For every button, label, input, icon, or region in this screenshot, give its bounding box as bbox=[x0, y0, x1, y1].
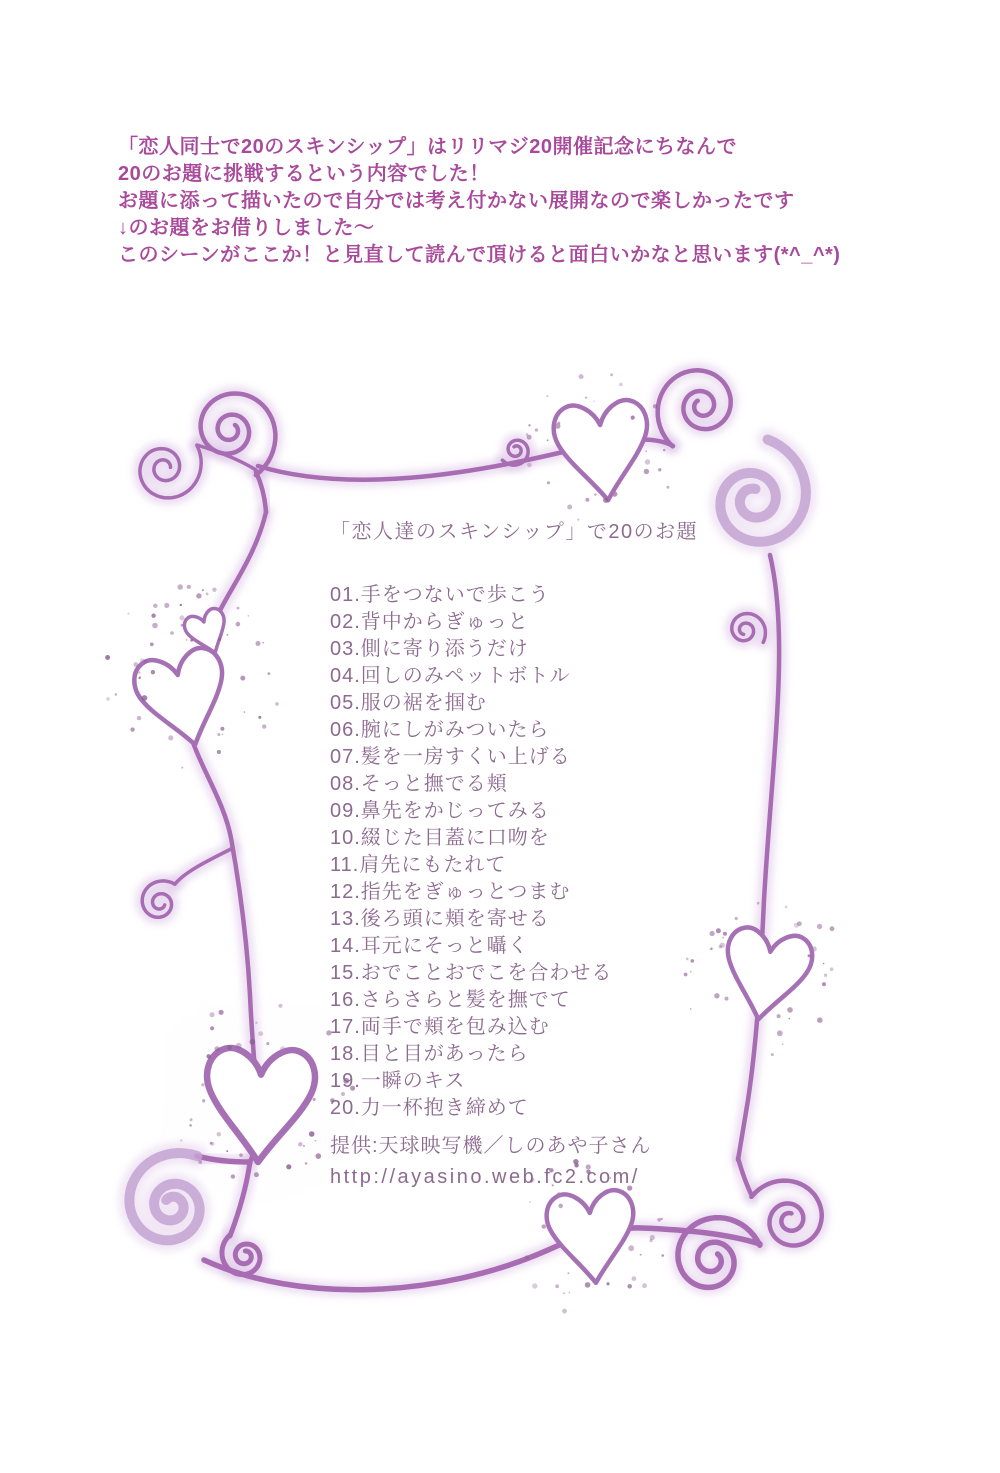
topic-item: 06.腕にしがみついたら bbox=[330, 719, 550, 741]
intro-line: このシーンがここか！と見直して読んで頂けると面白いかなと思います(*^_^*) bbox=[118, 244, 841, 266]
topic-item: 03.側に寄り添うだけ bbox=[330, 638, 529, 660]
topic-list bbox=[330, 582, 698, 1122]
topic-list-title: 「恋人達のスキンシップ」で20のお題 bbox=[330, 521, 699, 543]
topic-item: 10.綴じた目蓋に口吻を bbox=[330, 827, 550, 849]
topic-item: 17.両手で頬を包み込む bbox=[330, 1016, 550, 1038]
intro-text bbox=[118, 134, 840, 269]
topic-item: 02.背中からぎゅっと bbox=[330, 611, 529, 633]
topic-item: 15.おでことおでこを合わせる bbox=[330, 962, 613, 984]
topic-item: 01.手をつないで歩こう bbox=[330, 584, 550, 606]
topic-item: 05.服の裾を掴む bbox=[330, 692, 487, 714]
topic-item: 09.鼻先をかじってみる bbox=[330, 800, 550, 822]
heart-icon bbox=[545, 1189, 639, 1287]
intro-line: 「恋人同士で20のスキンシップ」はリリマジ20開催記念にちなんで bbox=[118, 136, 737, 158]
intro-line: ↓のお題をお借りしました～ bbox=[118, 217, 375, 239]
topic-item: 08.そっと撫でる頬 bbox=[330, 773, 508, 795]
credit-url: http://ayasino.web.fc2.com/ bbox=[330, 1166, 640, 1188]
topic-item: 14.耳元にそっと囁く bbox=[330, 935, 529, 957]
topic-item: 12.指先をぎゅっとつまむ bbox=[330, 881, 571, 903]
topic-item: 18.目と目があったら bbox=[330, 1043, 529, 1065]
intro-line: お題に添って描いたので自分では考え付かない展開なので楽しかったです bbox=[118, 190, 795, 212]
topic-item: 19.一瞬のキス bbox=[330, 1070, 466, 1092]
topic-item: 07.髪を一房すくい上げる bbox=[330, 746, 571, 768]
heart-icon bbox=[204, 1047, 316, 1164]
topic-item: 04.回しのみペットボトル bbox=[330, 665, 571, 687]
intro-line: 20のお題に挑戦するという内容でした！ bbox=[118, 163, 490, 185]
credit-text: 提供:天球映写機／しのあや子さん bbox=[330, 1135, 652, 1157]
topic-item: 16.さらさらと髪を撫でて bbox=[330, 989, 571, 1011]
heart-icon bbox=[551, 398, 654, 505]
topic-frame-content bbox=[330, 520, 698, 1193]
topic-item: 11.肩先にもたれて bbox=[330, 854, 507, 876]
credit-block bbox=[330, 1131, 698, 1193]
topic-item: 13.後ろ頭に頬を寄せる bbox=[330, 908, 550, 930]
topic-item: 20.力一杯抱き締めて bbox=[330, 1097, 529, 1119]
